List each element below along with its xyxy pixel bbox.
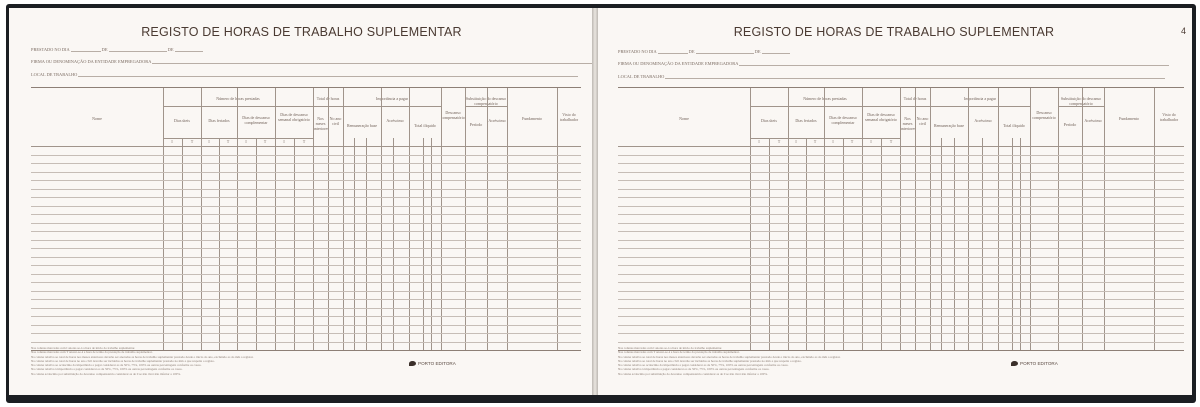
table-row	[618, 214, 1184, 215]
table-row	[618, 291, 1184, 292]
column-rule	[806, 138, 807, 350]
header-dias-descanso-comp: Dias de descanso complementar	[242, 115, 270, 125]
header-rule	[343, 106, 441, 107]
table-row	[618, 248, 1184, 249]
column-rule	[1012, 138, 1013, 350]
table-row	[31, 172, 581, 173]
header-numero-horas: Número de horas prestadas	[216, 96, 260, 101]
header-total-horas: Total de horas	[903, 96, 927, 101]
note: Na coluna relativa ao total de horas no ano civil deverão ser incluídas as horas de trabalho suplementar prestado no mês a que respeita o registo.	[31, 358, 215, 363]
header-meses-anteriores: Nos meses anteriores	[313, 116, 329, 131]
table-row	[31, 316, 581, 317]
table-row	[31, 308, 581, 309]
table-row	[618, 282, 1184, 283]
column-rule	[1104, 88, 1105, 350]
header-nome: Nome	[92, 116, 102, 121]
header-numero-horas: Número de horas prestadas	[803, 96, 847, 101]
subheader-t: T	[302, 140, 306, 144]
table-row	[31, 282, 581, 283]
header-fundamento: Fundamento	[1119, 116, 1139, 121]
table-row	[31, 333, 581, 334]
column-rule	[750, 88, 751, 350]
field-local: LOCAL DE TRABALHO	[31, 72, 578, 77]
header-rule	[465, 106, 507, 107]
column-rule	[941, 138, 942, 350]
column-rule	[256, 138, 257, 350]
note: Nas colunas marcadas com I anotar-se-á a hora de início do trabalho suplementar.	[618, 346, 723, 350]
note: Na coluna relativa ao acréscimo da importância a pagar considerar as de 50%, 75%, 100% ou outras percentagens conforme os casos.	[618, 363, 789, 368]
header-dias-feriados: Dias feriados	[208, 118, 230, 123]
column-rule	[982, 138, 983, 350]
header-rule	[163, 106, 313, 107]
column-rule	[862, 88, 863, 350]
right-page	[596, 8, 1192, 395]
subheader-i: I	[870, 140, 872, 144]
table-row	[31, 274, 581, 275]
header-total-iliquido: Total ilíquido	[1003, 123, 1025, 128]
note: Na coluna relativa ao total de horas nos meses anteriores deverão ser anotadas as horas de trabalho suplementar prestado desde o início do ano, excluindo as do mês a registar.	[618, 354, 841, 359]
column-rule	[915, 88, 916, 350]
header-visto: Visto do trabalhador	[1159, 112, 1179, 122]
note: Nas colunas marcadas com T anotar-se-á a hora de termo da prestação de trabalho suplementar.	[618, 350, 740, 355]
header-dias-uteis: Dias úteis	[174, 118, 190, 123]
note: Na coluna relativa ao total de horas nos meses anteriores deverão ser anotadas as horas de trabalho suplementar prestado desde o início do ano, excluindo as do mês a registar.	[31, 354, 254, 359]
header-acrescimo: Acréscimo	[974, 118, 992, 123]
column-rule	[1058, 88, 1059, 350]
header-nome: Nome	[679, 116, 689, 121]
table-row	[618, 257, 1184, 258]
table-row	[618, 172, 1184, 173]
table-row	[618, 180, 1184, 181]
table-row	[31, 342, 581, 343]
column-rule	[881, 138, 882, 350]
header-acrescimo: Acréscimo	[386, 118, 404, 123]
column-rule	[557, 88, 558, 350]
subheader-i: I	[795, 140, 797, 144]
column-rule	[201, 88, 202, 350]
table-row	[31, 299, 581, 300]
header-importancia: Importância a pagar	[964, 96, 996, 101]
table-row	[31, 240, 581, 241]
left-page	[9, 8, 594, 395]
table-row	[31, 291, 581, 292]
table-row	[618, 197, 1184, 198]
note: Na coluna relativa à importância a pagar considerar os de 50%, 75%, 100% ou outras percentagens conforme os casos.	[31, 367, 183, 372]
header-rule	[930, 106, 1030, 107]
table-row	[31, 197, 581, 198]
table-row	[618, 206, 1184, 207]
table-row	[618, 274, 1184, 275]
column-rule	[328, 88, 329, 350]
table-row	[618, 240, 1184, 241]
column-rule	[313, 88, 314, 350]
column-rule	[441, 88, 442, 350]
header-descanso-compensatorio: Descanso compensatório	[441, 110, 465, 120]
note: Nas colunas marcadas com T anotar-se-á a hora de termo da prestação de trabalho suplementar.	[31, 350, 153, 355]
note: Na coluna relativa ao acréscimo da importância a pagar considerar as de 50%, 75%, 100% ou outras percentagens conforme os casos.	[31, 363, 202, 368]
table-row	[618, 316, 1184, 317]
column-rule	[507, 88, 508, 350]
table-row	[31, 265, 581, 266]
header-rule	[163, 138, 313, 139]
table-row	[31, 180, 581, 181]
subheader-t: T	[889, 140, 893, 144]
note: Na coluna acréscimo por substituição do descanso compensatório considerar as de 0 se não tiver não inferior a 100%.	[618, 371, 768, 376]
header-fundamento: Fundamento	[522, 116, 542, 121]
column-rule	[423, 138, 424, 350]
note: Na coluna relativa ao total de horas no ano civil deverão ser incluídas as horas de trabalho suplementar prestado no mês a que respeita o registo.	[618, 358, 802, 363]
note: Na coluna relativa à importância a pagar considerar os de 50%, 75%, 100% ou outras percentagens conforme os casos.	[618, 367, 770, 372]
header-rule	[900, 106, 930, 107]
table-row	[31, 325, 581, 326]
table-row	[31, 231, 581, 232]
column-rule	[431, 138, 432, 350]
column-rule	[219, 138, 220, 350]
table-row	[31, 163, 581, 164]
header-bottom-rule	[618, 146, 1184, 147]
header-visto: Visto do trabalhador	[559, 112, 579, 122]
header-dias-feriados: Dias feriados	[795, 118, 817, 123]
table-row	[31, 155, 581, 156]
header-dias-descanso-comp: Dias de descanso complementar	[829, 115, 857, 125]
field-prestado: PRESTADO NO DIA DE DE	[618, 49, 790, 54]
subheader-t: T	[263, 140, 267, 144]
header-meses-anteriores: Nos meses anteriores	[900, 116, 916, 131]
header-remuneracao-base: Remuneração base	[933, 123, 965, 128]
column-rule	[824, 88, 825, 350]
page-title: REGISTO DE HORAS DE TRABALHO SUPLEMENTAR	[141, 25, 462, 39]
column-rule	[998, 88, 999, 350]
header-rule	[313, 106, 343, 107]
column-rule	[1082, 88, 1083, 350]
header-total-horas: Total de horas	[316, 96, 340, 101]
column-rule	[968, 88, 969, 350]
column-rule	[1020, 138, 1021, 350]
field-firma: FIRMA OU DENOMINAÇÃO DA ENTIDADE EMPREGADORA	[618, 61, 1169, 66]
header-total-iliquido: Total ilíquido	[414, 123, 436, 128]
column-rule	[465, 88, 466, 350]
overtime-table	[618, 87, 1184, 351]
subheader-t: T	[813, 140, 817, 144]
table-row	[618, 308, 1184, 309]
column-rule	[788, 88, 789, 350]
header-dias-descanso-semanal: Dias de descanso semanal obrigatório	[278, 112, 310, 122]
header-remuneracao-base: Remuneração base	[346, 123, 378, 128]
header-rule	[750, 138, 900, 139]
header-rule	[750, 106, 900, 107]
table-row	[618, 189, 1184, 190]
subheader-t: T	[190, 140, 194, 144]
subheader-i: I	[758, 140, 760, 144]
column-rule	[354, 138, 355, 350]
field-prestado: PRESTADO NO DIA DE DE	[31, 47, 203, 52]
header-ano-civil: No ano civil	[916, 116, 929, 126]
publisher-mark: PORTO EDITORA	[409, 361, 456, 366]
subheader-t: T	[226, 140, 230, 144]
publisher-logo-icon	[409, 361, 416, 366]
column-rule	[381, 88, 382, 350]
column-rule	[393, 138, 394, 350]
subheader-i: I	[208, 140, 210, 144]
column-rule	[237, 88, 238, 350]
publisher-logo-icon	[1011, 361, 1018, 366]
header-dias-uteis: Dias úteis	[761, 118, 777, 123]
table-row	[618, 299, 1184, 300]
subheader-i: I	[245, 140, 247, 144]
header-ano-civil: No ano civil	[329, 116, 342, 126]
subheader-i: I	[283, 140, 285, 144]
table-row	[618, 155, 1184, 156]
field-local: LOCAL DE TRABALHO	[618, 74, 1165, 79]
column-rule	[275, 88, 276, 350]
table-row	[31, 189, 581, 190]
column-rule	[1154, 88, 1155, 350]
publisher-mark: PORTO EDITORA	[1011, 361, 1058, 366]
book-gutter	[592, 8, 598, 395]
subheader-i: I	[832, 140, 834, 144]
header-periodo: Período	[469, 122, 483, 127]
header-acrescimo-2: Acréscimo	[1084, 118, 1102, 123]
field-firma: FIRMA OU DENOMINAÇÃO DA ENTIDADE EMPREGADORA	[31, 59, 594, 64]
column-rule	[163, 88, 164, 350]
table-row	[31, 223, 581, 224]
column-rule	[182, 138, 183, 350]
subheader-t: T	[850, 140, 854, 144]
header-periodo: Período	[1063, 122, 1077, 127]
column-rule	[900, 88, 901, 350]
table-row	[618, 265, 1184, 266]
header-importancia: Importância a pagar	[376, 96, 408, 101]
column-rule	[954, 138, 955, 350]
table-row	[618, 163, 1184, 164]
header-acrescimo-2: Acréscimo	[488, 118, 506, 123]
column-rule	[487, 88, 488, 350]
note: Nas colunas marcadas com I anotar-se-á a hora de início do trabalho suplementar.	[31, 346, 136, 350]
table-row	[618, 333, 1184, 334]
column-rule	[843, 138, 844, 350]
header-substituicao: Substituição do descanso compensatório	[465, 96, 507, 106]
header-substituicao: Substituição do descanso compensatório	[1060, 96, 1102, 106]
header-dias-descanso-semanal: Dias de descanso semanal obrigatório	[865, 112, 897, 122]
column-rule	[366, 138, 367, 350]
column-rule	[1030, 88, 1031, 350]
note: Na coluna acréscimo por substituição do descanso compensatório considerar as de 0 se não tiver não inferior a 100%.	[31, 371, 181, 376]
table-row	[31, 206, 581, 207]
notes	[618, 346, 840, 376]
page-title: REGISTO DE HORAS DE TRABALHO SUPLEMENTAR	[733, 25, 1055, 39]
subheader-i: I	[171, 140, 173, 144]
table-row	[618, 223, 1184, 224]
table-row	[31, 257, 581, 258]
table-row	[618, 325, 1184, 326]
header-bottom-rule	[31, 146, 581, 147]
table-row	[618, 231, 1184, 232]
column-rule	[343, 88, 344, 350]
column-rule	[930, 88, 931, 350]
table-row	[31, 214, 581, 215]
header-rule	[1058, 106, 1104, 107]
table-row	[31, 248, 581, 249]
page-number: 4	[1180, 26, 1186, 36]
column-rule	[769, 138, 770, 350]
notes	[31, 346, 253, 376]
table-row	[618, 342, 1184, 343]
overtime-table	[31, 87, 581, 351]
column-rule	[294, 138, 295, 350]
subheader-t: T	[777, 140, 781, 144]
header-descanso-compensatorio: Descanso compensatório	[1032, 110, 1056, 120]
column-rule	[409, 88, 410, 350]
